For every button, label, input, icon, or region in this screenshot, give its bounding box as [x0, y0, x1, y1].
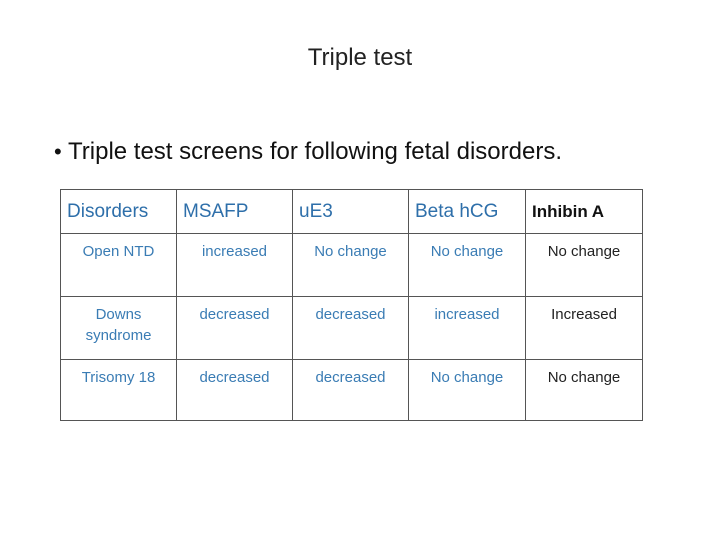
table-row — [61, 297, 643, 360]
header-msafp: MSAFP — [177, 190, 293, 234]
cell-ue3: decreased — [293, 297, 409, 360]
cell-disorder: Trisomy 18 — [61, 360, 177, 421]
header-disorders: Disorders — [61, 190, 177, 234]
cell-msafp: increased — [177, 234, 293, 297]
bullet-text: Triple test screens for following fetal disorders. — [68, 138, 562, 165]
header-inhibin-a: Inhibin A — [526, 190, 643, 234]
cell-msafp: decreased — [177, 360, 293, 421]
cell-msafp: decreased — [177, 297, 293, 360]
cell-ue3: decreased — [293, 360, 409, 421]
bullet-point — [54, 138, 562, 166]
table-row — [61, 360, 643, 421]
cell-inhibin-a: No change — [526, 360, 643, 421]
triple-test-table — [60, 189, 643, 421]
cell-disorder: Open NTD — [61, 234, 177, 297]
cell-inhibin-a: Increased — [526, 297, 643, 360]
cell-beta-hcg: increased — [409, 297, 526, 360]
cell-beta-hcg: No change — [409, 360, 526, 421]
cell-disorder: Downs syndrome — [61, 297, 177, 360]
table-header-row — [61, 190, 643, 234]
cell-ue3: No change — [293, 234, 409, 297]
slide-title: Triple test — [307, 44, 413, 71]
bullet-dot-icon: • — [54, 139, 62, 164]
header-beta-hcg: Beta hCG — [409, 190, 526, 234]
cell-beta-hcg: No change — [409, 234, 526, 297]
table-row — [61, 234, 643, 297]
header-ue3: uE3 — [293, 190, 409, 234]
cell-inhibin-a: No change — [526, 234, 643, 297]
